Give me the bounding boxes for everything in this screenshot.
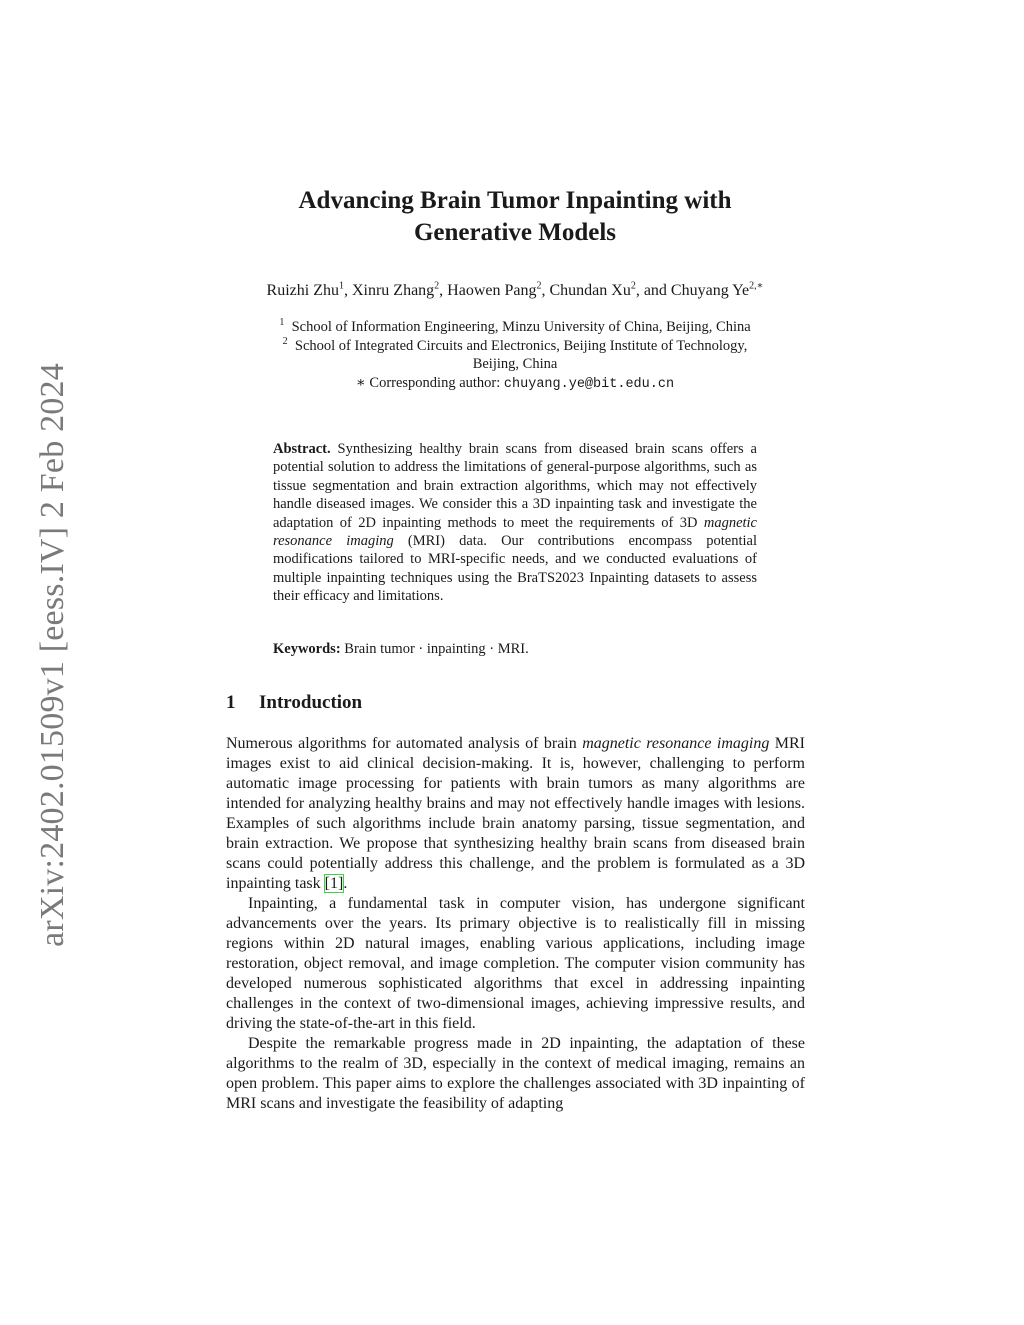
- title-line-2: Generative Models: [413, 219, 617, 246]
- arxiv-identifier: arXiv:2402.01509v1 [eess.IV] 2 Feb 2024: [34, 363, 71, 947]
- affiliation-mark: 1: [279, 317, 285, 329]
- affiliation-2: [200, 337, 830, 356]
- paragraph-text: .: [343, 875, 348, 892]
- author-name: Ruizhi Zhu: [266, 282, 339, 299]
- author-affil-mark: 1: [338, 280, 344, 292]
- affiliations: [200, 318, 830, 394]
- section-number: 1: [226, 692, 236, 713]
- abstract: [273, 440, 757, 606]
- author-affil-mark: 2: [536, 280, 542, 292]
- keywords: [273, 641, 757, 658]
- author-name: , and Chuyang Ye: [635, 282, 750, 299]
- keywords-text: Brain tumor · inpainting · MRI.: [340, 641, 529, 657]
- paper-title: [200, 185, 830, 249]
- author-name: , Xinru Zhang: [343, 282, 435, 299]
- author-name: , Haowen Pang: [439, 282, 537, 299]
- corresponding-author: [200, 374, 830, 395]
- paragraph-1: [226, 734, 805, 894]
- abstract-label: Abstract.: [273, 441, 331, 457]
- paragraph-2: Inpainting, a fundamental task in computer vision, has undergone significant advancements over the years. Its primary objective is to realistically fill in missing regions within 2D natural images, enabling various applications, including image restoration, object removal, and image completion. The computer vision community has developed numerous sophisticated algorithms that excel in addressing inpainting challenges in the context of two-dimensional images, achieving impressive results, and driving the state-of-the-art in this field.: [226, 895, 805, 1032]
- abstract-text: Synthesizing healthy brain scans from diseased brain scans offers a potential solution to address the limitations of general-purpose algorithms, such as tissue segmentation and brain extraction algorithms, which may not effectively handle diseased images. We consider this a 3D inpainting task and investigate the adaptation of 2D inpainting methods to meet the requirements of 3D: [273, 441, 757, 531]
- affiliation-text: School of Integrated Circuits and Electronics, Beijing Institute of Technology,: [294, 337, 748, 354]
- citation-link[interactable]: [1]: [324, 875, 344, 892]
- paragraph-text: Numerous algorithms for automated analysis of brain: [226, 735, 583, 752]
- affiliation-2-cont: Beijing, China: [472, 356, 558, 372]
- author-list: [150, 282, 880, 300]
- corresponding-label: ∗ Corresponding author:: [355, 374, 504, 391]
- author-affil-mark: 2: [434, 280, 440, 292]
- abstract-text-cont: (MRI) data. Our contributions encompass potential modifications tailored to MRI-specific needs, and we conducted evaluations of multiple inpainting techniques using the BraTS2023 Inpainting datasets to assess their efficacy and limitations.: [273, 533, 757, 605]
- affiliation-text: School of Information Engineering, Minzu University of China, Beijing, China: [291, 319, 751, 335]
- introduction-body: [226, 734, 805, 1114]
- paragraph-3: Despite the remarkable progress made in 2D inpainting, the adaptation of these algorithms to the realm of 3D, especially in the context of medical imaging, remains an open problem. This paper aims to explore the challenges associated with 3D inpainting of MRI scans and investigate the feasibility of adapting: [226, 1035, 805, 1112]
- author-affil-mark: 2,∗: [749, 280, 764, 292]
- affiliation-mark: 2: [282, 335, 288, 347]
- keywords-label: Keywords:: [273, 641, 341, 657]
- arxiv-sidebar: [29, 355, 77, 955]
- paragraph-text: MRI images exist to aid clinical decision-making. It is, however, challenging to perform automatic image processing for patients with brain tumors as many algorithms are intended for analyzing healthy brains and may not effectively handle images with lesions. Examples of such algorithms include brain anatomy parsing, tissue segmentation, and brain extraction. We propose that synthesizing healthy brain scans from diseased brain scans could potentially address this challenge, and the problem is formulated as a 3D inpainting task: [226, 735, 806, 892]
- author-name: , Chundan Xu: [541, 282, 631, 299]
- title-line-1: Advancing Brain Tumor Inpainting with: [298, 187, 732, 214]
- paragraph-italic-term: magnetic resonance imaging: [582, 735, 770, 752]
- section-heading: [226, 692, 362, 714]
- section-title: Introduction: [259, 692, 363, 713]
- affiliation-1: [200, 318, 830, 337]
- abstract-italic-term: magnetic resonance imaging: [273, 514, 757, 550]
- author-affil-mark: 2: [630, 280, 636, 292]
- corresponding-email[interactable]: chuyang.ye@bit.edu.cn: [503, 376, 675, 392]
